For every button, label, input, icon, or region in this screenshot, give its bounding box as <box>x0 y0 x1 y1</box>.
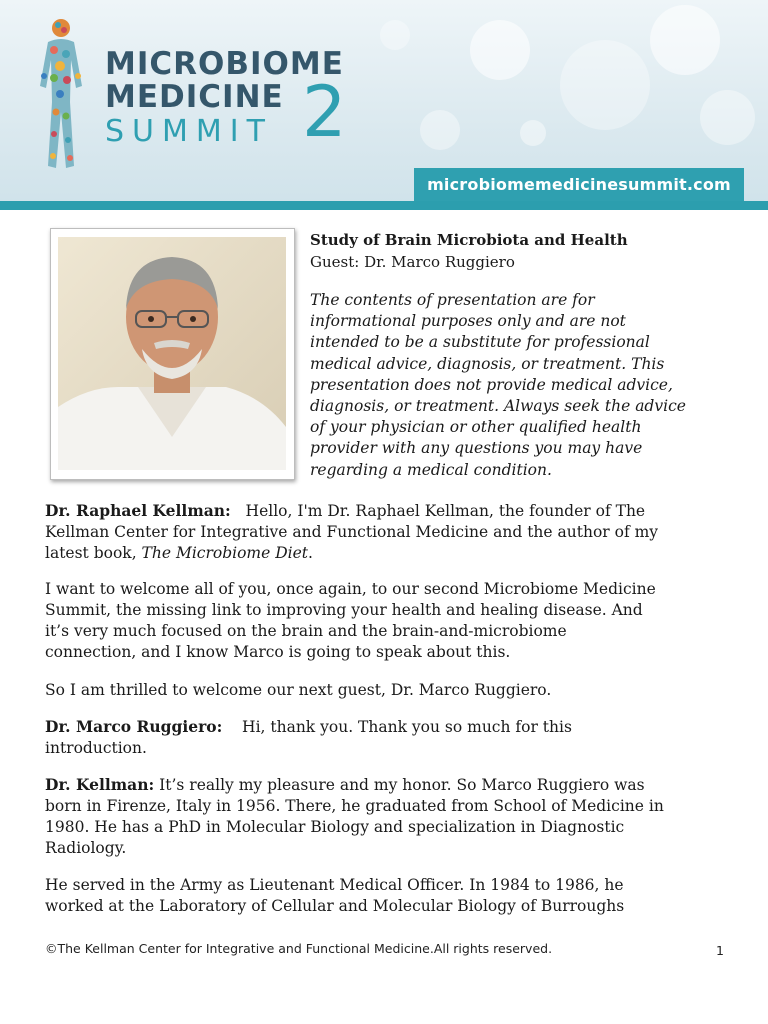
transcript-line: Kellman Center for Integrative and Functional Medicine and the author of my <box>45 523 659 541</box>
transcript-line: introduction. <box>45 739 147 757</box>
disclaimer-line: of your physician or other qualified health <box>310 418 642 437</box>
speech-text: Hello, I'm Dr. Raphael Kellman, the founder of The <box>245 502 646 520</box>
bokeh-light <box>420 110 460 150</box>
disclaimer-line: regarding a medical condition. <box>310 460 552 479</box>
transcript-line: it’s very much focused on the brain and the brain-and-microbiome <box>45 622 567 640</box>
transcript-line: 1980. He has a PhD in Molecular Biology and specialization in Diagnostic <box>45 818 625 836</box>
copyright-footer: ©The Kellman Center for Integrative and Functional Medicine.All rights reserved. <box>45 941 553 956</box>
transcript-line: He served in the Army as Lieutenant Medical Officer. In 1984 to 1986, he <box>45 876 624 894</box>
bokeh-light <box>380 20 410 50</box>
speech-text: . <box>308 544 313 562</box>
transcript-line <box>45 543 735 564</box>
speech-text: Hi, thank you. Thank you so much for this <box>242 718 572 736</box>
logo-line-summit: SUMMIT <box>105 114 273 149</box>
transcript-line <box>45 774 735 796</box>
page-title: Study of Brain Microbiota and Health <box>310 231 628 249</box>
speech-text: latest book, <box>45 544 142 562</box>
transcript-paragraph-6 <box>45 875 735 917</box>
speaker-name: Dr. Kellman: <box>45 775 155 794</box>
disclaimer-line: medical advice, diagnosis, or treatment. This <box>310 354 665 373</box>
transcript-paragraph-5 <box>45 774 735 859</box>
speaker-name: Dr. Raphael Kellman: <box>45 501 231 520</box>
transcript-paragraph-2 <box>45 579 735 663</box>
transcript-paragraph-3 <box>45 680 735 701</box>
transcript-paragraph-1 <box>45 500 735 564</box>
disclaimer-line: provider with any questions you may have <box>310 439 643 458</box>
guest-portrait-illustration <box>58 237 286 470</box>
guest-portrait-photo <box>50 228 295 480</box>
speaker-name: Dr. Marco Ruggiero: <box>45 717 223 736</box>
transcript-line <box>45 500 735 522</box>
medical-disclaimer <box>310 290 730 481</box>
transcript-line: connection, and I know Marco is going to speak about this. <box>45 643 511 661</box>
bokeh-light <box>700 90 755 145</box>
transcript-line: I want to welcome all of you, once again, to our second Microbiome Medicine <box>45 580 656 598</box>
logo-line-medicine: MEDICINE <box>105 79 284 115</box>
logo-summit-number: 2 <box>302 71 347 153</box>
disclaimer-line: intended to be a substitute for professional <box>310 333 650 352</box>
book-title: The Microbiome Diet <box>141 544 309 562</box>
transcript-line: Radiology. <box>45 839 127 857</box>
human-figure-logo-icon <box>24 16 98 178</box>
banner-divider <box>0 201 768 210</box>
transcript-line: So I am thrilled to welcome our next guest, Dr. Marco Ruggiero. <box>45 681 552 699</box>
transcript-line: born in Firenze, Italy in 1956. There, he graduated from School of Medicine in <box>45 797 664 815</box>
transcript-paragraph-4 <box>45 716 735 759</box>
speech-text: It’s really my pleasure and my honor. So Marco Ruggiero was <box>159 776 645 794</box>
page-number: 1 <box>716 943 724 958</box>
transcript-line <box>45 716 735 738</box>
summit-banner <box>0 0 768 210</box>
disclaimer-line: presentation does not provide medical advice, <box>310 375 673 394</box>
transcript-line: Summit, the missing link to improving your health and healing disease. And <box>45 601 643 619</box>
guest-line: Guest: Dr. Marco Ruggiero <box>310 253 515 271</box>
bokeh-light <box>520 120 546 146</box>
bokeh-light <box>560 40 650 130</box>
bokeh-light <box>650 5 720 75</box>
logo-line-microbiome: MICROBIOME <box>105 46 344 82</box>
transcript-line: worked at the Laboratory of Cellular and Molecular Biology of Burroughs <box>45 897 625 915</box>
disclaimer-line: informational purposes only and are not <box>310 312 626 331</box>
bokeh-light <box>470 20 530 80</box>
summit-url-link[interactable]: microbiomemedicinesummit.com <box>414 168 744 202</box>
disclaimer-line: diagnosis, or treatment. Always seek the advice <box>310 397 686 416</box>
disclaimer-line: The contents of presentation are for <box>310 291 595 309</box>
